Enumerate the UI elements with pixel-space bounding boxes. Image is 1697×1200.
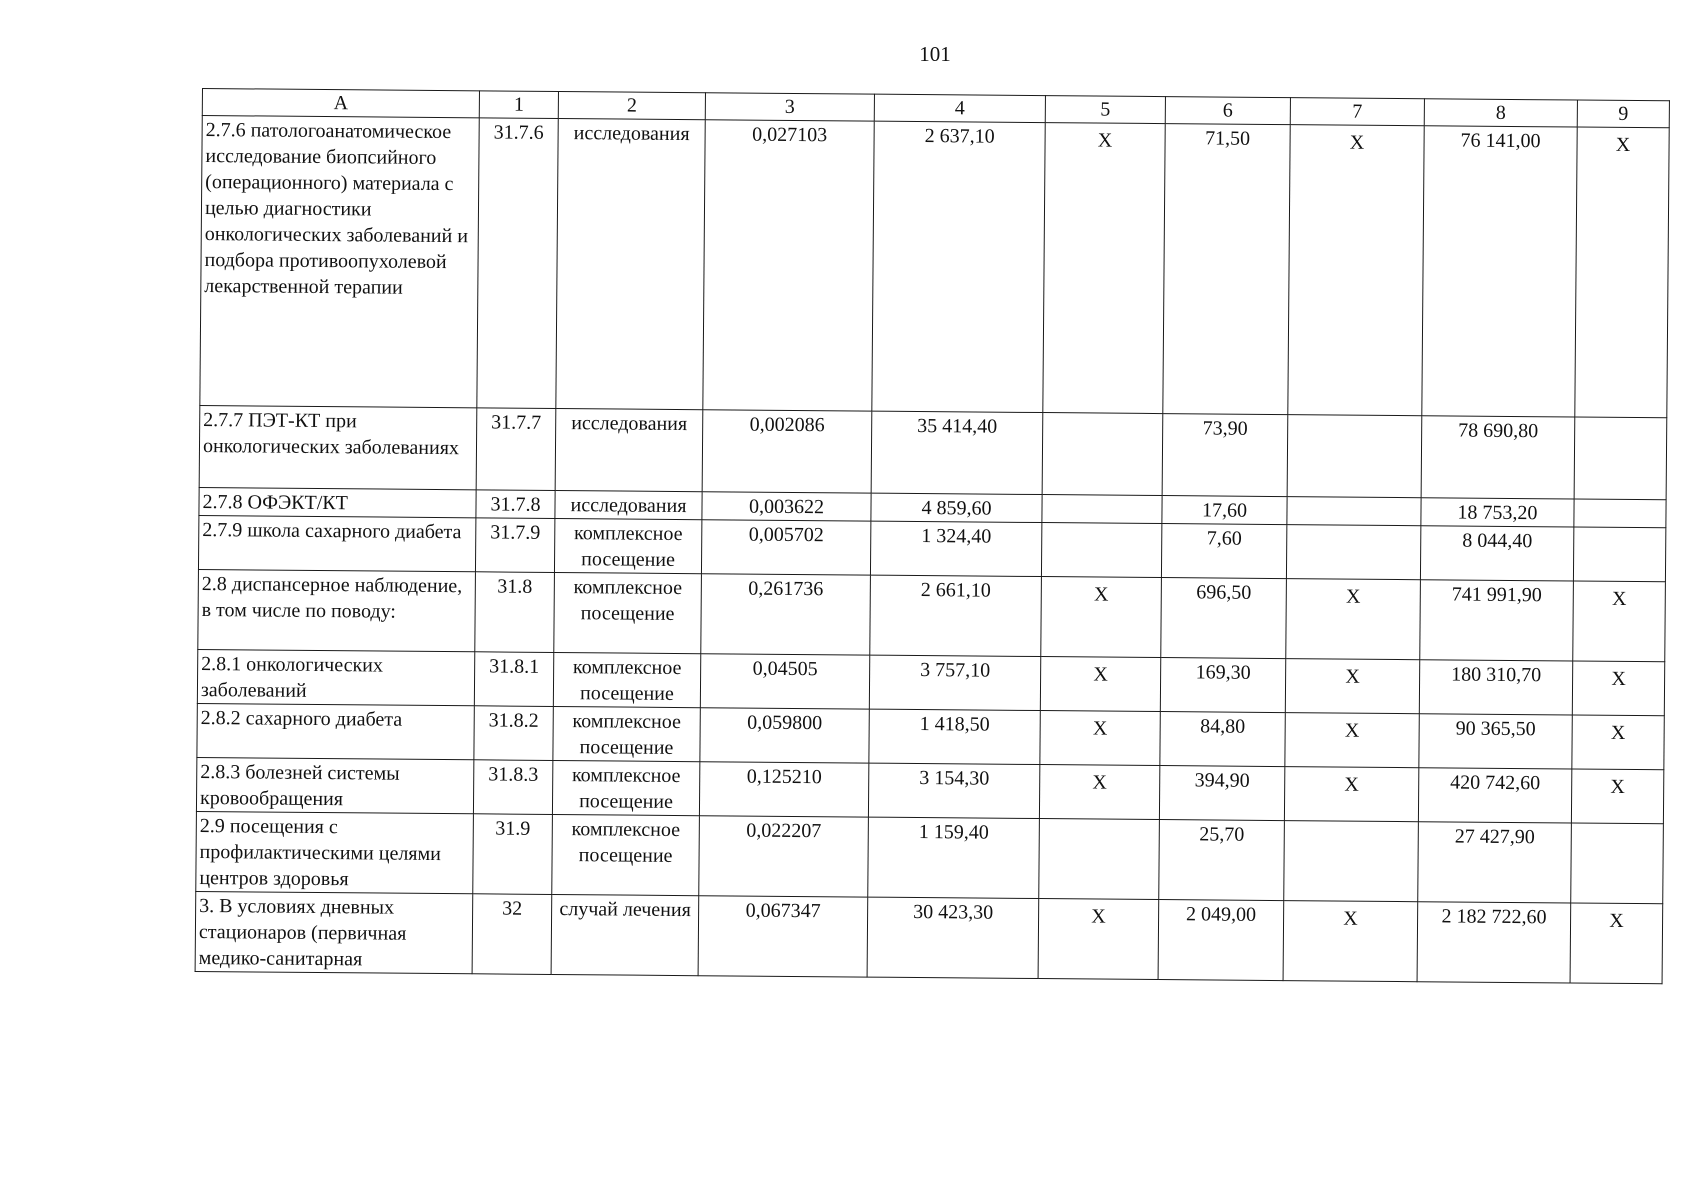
col7-cell: [1287, 497, 1421, 526]
row-code-cell: 31.9: [473, 814, 553, 895]
col9-cell: [1574, 417, 1667, 500]
col9-cell: X: [1575, 127, 1669, 418]
col7-cell: X: [1288, 125, 1424, 416]
row-name-cell: 2.7.6 патологоанатомическое исследование биопсийного (операционного) материала с целью диагностики онкологических заболеваний и подбора противоопухолевой лекарственной терапии: [200, 116, 479, 408]
row-name-cell: 2.9 посещения с профилактическими целями центров здоровья: [196, 811, 474, 893]
col7-cell: [1284, 821, 1419, 902]
col6-cell: 2 049,00: [1158, 900, 1284, 981]
row-name-cell: 3. В условиях дневных стационаров (первичная медико-санитарная: [195, 891, 473, 973]
column-header: 9: [1577, 100, 1669, 128]
row-name-cell: 2.8.2 сахарного диабета: [197, 703, 474, 759]
row-unit-cell: комплексное посещение: [552, 760, 699, 815]
table-row: [200, 116, 1669, 418]
col4-cell: 35 414,40: [871, 411, 1043, 494]
col5-cell: [1041, 523, 1161, 578]
column-header: 8: [1424, 99, 1577, 127]
col9-cell: X: [1573, 581, 1666, 662]
table-row: [196, 811, 1664, 903]
row-name-cell: 2.8.3 болезней системы кровообращения: [196, 757, 473, 813]
col9-cell: X: [1571, 769, 1663, 824]
row-code-cell: 31.7.9: [475, 518, 554, 573]
row-unit-cell: комплексное посещение: [554, 518, 701, 573]
col6-cell: 71,50: [1163, 124, 1290, 415]
page-number: 101: [919, 42, 951, 66]
table-row: [199, 405, 1667, 499]
col6-cell: 25,70: [1159, 820, 1285, 901]
column-header: 1: [479, 91, 558, 119]
column-header: 3: [705, 93, 874, 121]
row-code-cell: 31.7.6: [477, 118, 558, 409]
col4-cell: 1 418,50: [869, 709, 1040, 764]
col9-cell: [1573, 527, 1665, 582]
col4-cell: 3 154,30: [868, 763, 1039, 818]
col8-cell: 180 310,70: [1419, 660, 1572, 715]
col8-cell: 27 427,90: [1418, 822, 1572, 903]
col3-cell: 0,067347: [698, 896, 868, 977]
col3-cell: 0,261736: [701, 574, 871, 655]
row-unit-cell: исследования: [555, 408, 703, 491]
row-code-cell: 31.7.7: [476, 408, 556, 491]
col3-cell: 0,059800: [700, 708, 869, 763]
col3-cell: 0,005702: [701, 520, 870, 575]
col7-cell: X: [1283, 901, 1418, 982]
col4-cell: 2 637,10: [872, 121, 1045, 412]
row-name-cell: 2.7.9 школа сахарного диабета: [198, 515, 475, 571]
row-code-cell: 31.8.3: [473, 760, 552, 815]
col7-cell: [1286, 525, 1420, 580]
col3-cell: 0,125210: [699, 762, 868, 817]
col4-cell: 3 757,10: [869, 655, 1040, 710]
col9-cell: X: [1572, 715, 1664, 770]
row-code-cell: 31.7.8: [476, 490, 555, 519]
col7-cell: X: [1284, 767, 1418, 822]
row-unit-cell: исследования: [555, 490, 702, 519]
col4-cell: 30 423,30: [867, 897, 1039, 978]
col8-cell: 741 991,90: [1420, 580, 1574, 661]
column-header: 5: [1045, 96, 1165, 124]
col5-cell: X: [1043, 123, 1165, 414]
col5-cell: [1039, 819, 1160, 900]
col7-cell: X: [1286, 579, 1421, 660]
col8-cell: 18 753,20: [1421, 498, 1574, 527]
col7-cell: [1287, 415, 1422, 498]
col3-cell: 0,04505: [700, 654, 869, 709]
row-name-cell: 2.8 диспансерное наблюдение, в том числе по поводу:: [198, 569, 476, 651]
col4-cell: 1 159,40: [868, 817, 1040, 898]
row-unit-cell: исследования: [556, 118, 705, 409]
col9-cell: [1571, 823, 1664, 904]
col6-cell: 84,80: [1160, 712, 1285, 767]
row-name-cell: 2.8.1 онкологических заболеваний: [197, 649, 474, 705]
column-header: A: [202, 89, 479, 118]
row-unit-cell: комплексное посещение: [553, 706, 700, 761]
col5-cell: X: [1038, 899, 1159, 980]
col6-cell: 169,30: [1160, 658, 1285, 713]
col3-cell: 0,022207: [699, 816, 869, 897]
col8-cell: 76 141,00: [1422, 126, 1577, 417]
col9-cell: X: [1570, 903, 1663, 984]
table-row: [198, 569, 1666, 661]
row-code-cell: 31.8: [475, 572, 555, 653]
col7-cell: X: [1285, 713, 1419, 768]
col5-cell: X: [1041, 577, 1162, 658]
col5-cell: X: [1040, 711, 1160, 766]
column-header: 7: [1290, 98, 1424, 126]
col9-cell: X: [1572, 661, 1664, 716]
col8-cell: 8 044,40: [1420, 526, 1573, 581]
column-header: 4: [874, 94, 1045, 122]
col6-cell: 17,60: [1162, 496, 1287, 525]
col5-cell: [1042, 413, 1163, 496]
data-table: [195, 88, 1670, 984]
column-header: 2: [558, 91, 705, 119]
col4-cell: 2 661,10: [870, 575, 1042, 656]
row-unit-cell: случай лечения: [551, 894, 699, 975]
col6-cell: 73,90: [1162, 414, 1288, 497]
column-header: 6: [1165, 97, 1290, 125]
col6-cell: 696,50: [1161, 578, 1287, 659]
col7-cell: X: [1285, 659, 1419, 714]
col5-cell: [1042, 495, 1162, 524]
row-name-cell: 2.7.7 ПЭТ-КТ при онкологических заболеваниях: [199, 405, 477, 489]
col6-cell: 7,60: [1161, 524, 1286, 579]
col8-cell: 90 365,50: [1419, 714, 1572, 769]
col8-cell: 420 742,60: [1418, 768, 1571, 823]
row-name-cell: 2.7.8 ОФЭКТ/КТ: [199, 487, 476, 517]
col3-cell: 0,027103: [703, 120, 874, 411]
col3-cell: 0,002086: [702, 410, 872, 493]
col6-cell: 394,90: [1159, 766, 1284, 821]
col5-cell: X: [1039, 765, 1159, 820]
row-unit-cell: комплексное посещение: [554, 572, 702, 653]
col9-cell: [1574, 499, 1666, 528]
row-unit-cell: комплексное посещение: [552, 814, 700, 895]
col4-cell: 1 324,40: [870, 521, 1041, 576]
row-code-cell: 31.8.2: [474, 706, 553, 761]
row-code-cell: 32: [472, 894, 552, 975]
row-unit-cell: комплексное посещение: [553, 652, 700, 707]
col8-cell: 78 690,80: [1421, 416, 1575, 499]
col8-cell: 2 182 722,60: [1417, 902, 1571, 983]
col3-cell: 0,003622: [702, 492, 871, 521]
col5-cell: X: [1040, 657, 1160, 712]
col4-cell: 4 859,60: [871, 493, 1042, 522]
table-row: [195, 891, 1663, 983]
row-code-cell: 31.8.1: [474, 652, 553, 707]
